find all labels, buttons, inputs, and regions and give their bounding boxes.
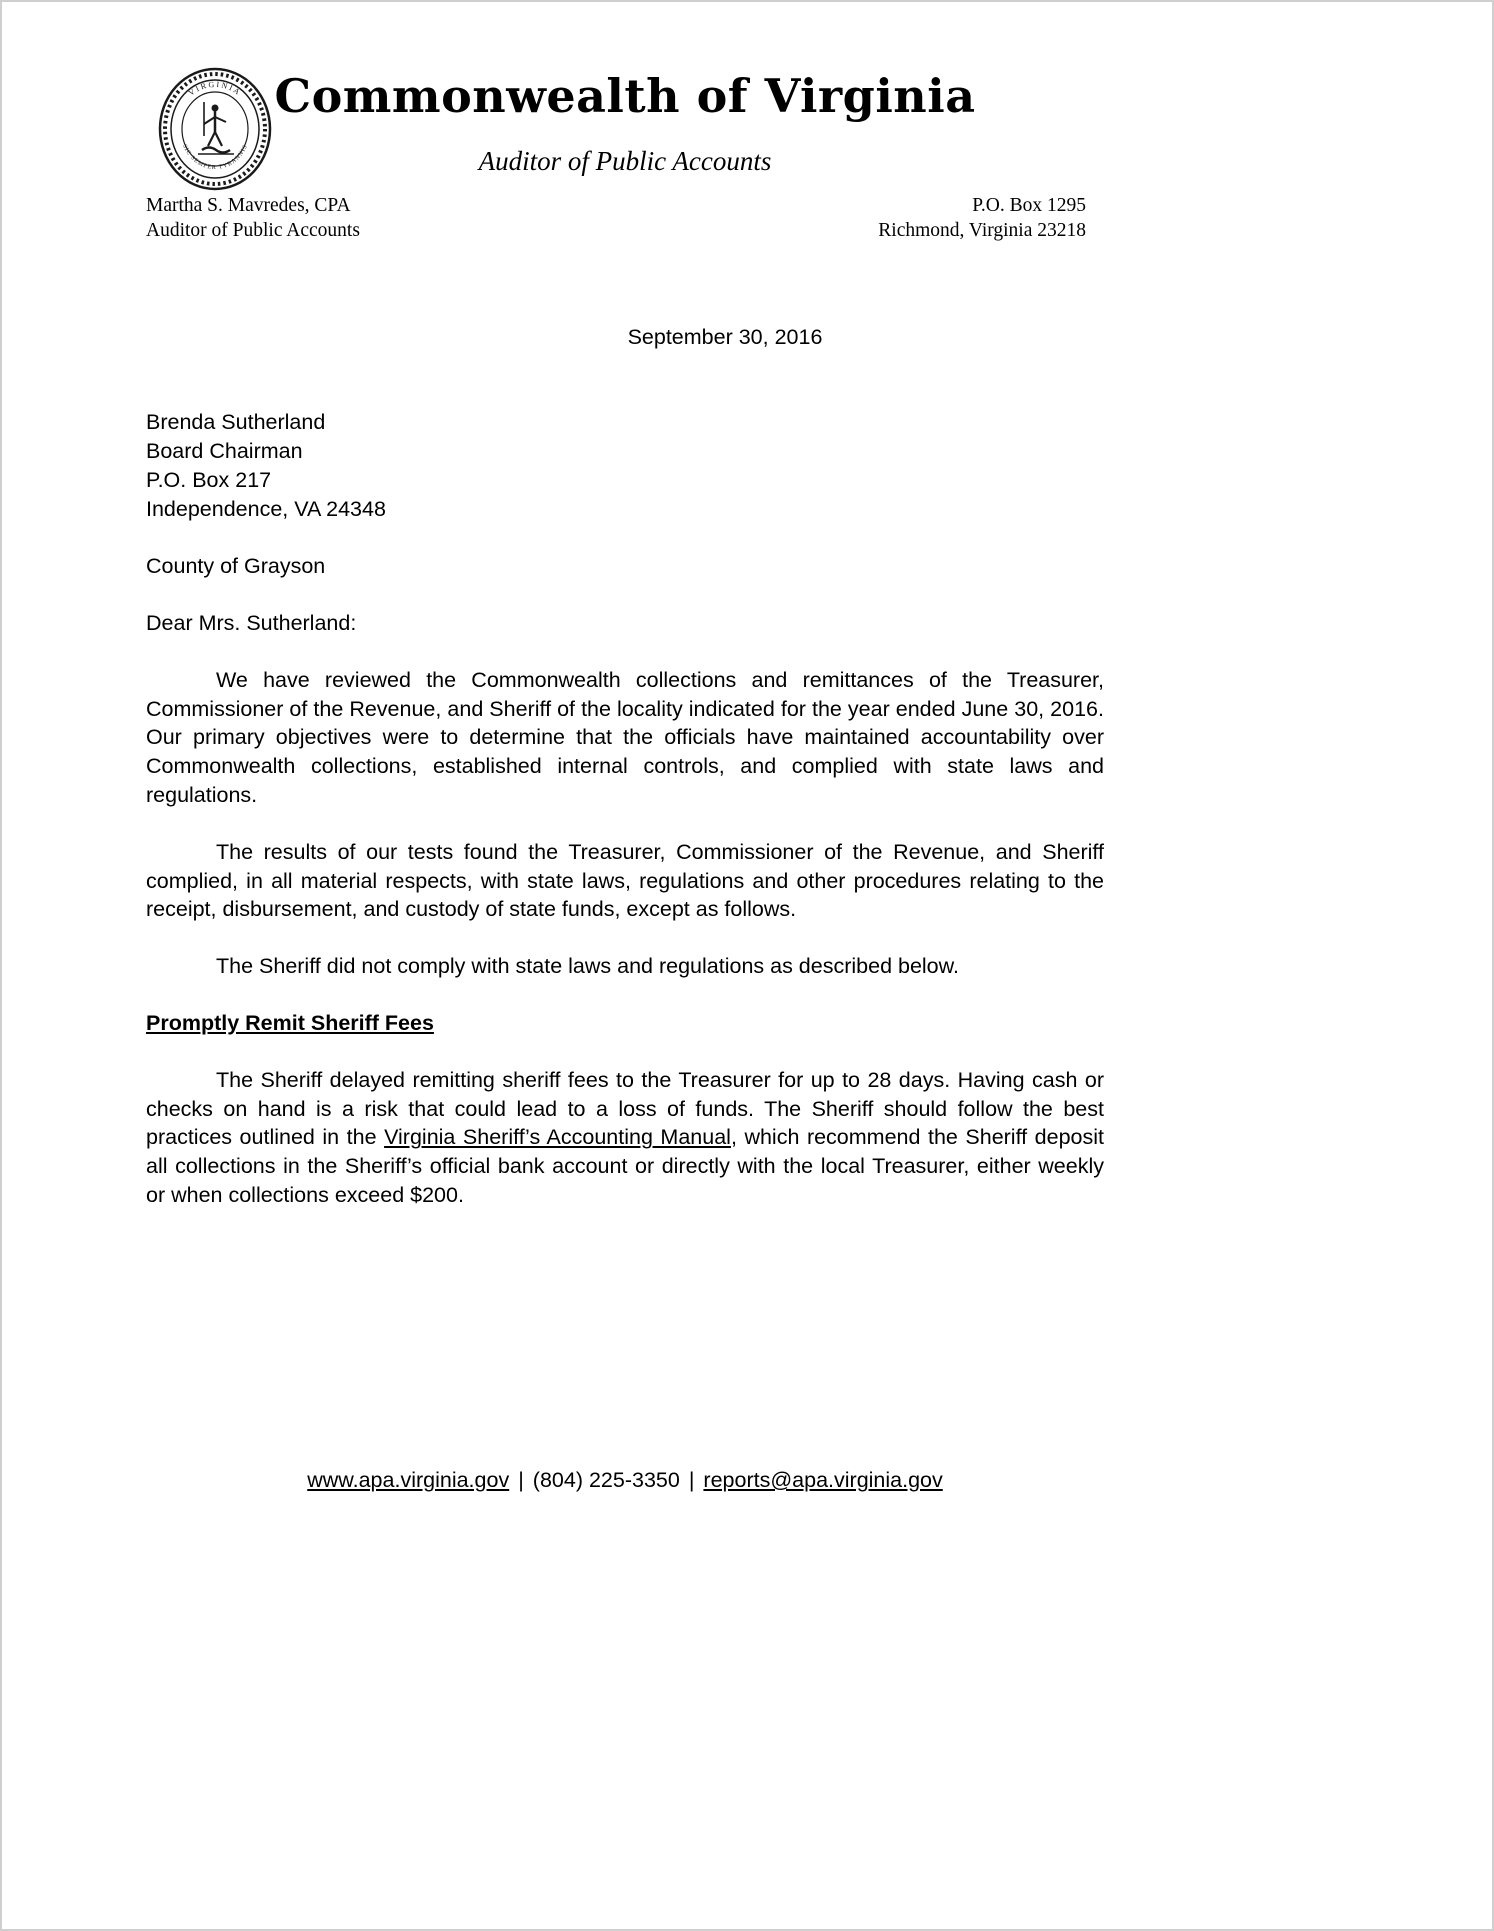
footer-separator: | [688, 1468, 695, 1492]
po-box: P.O. Box 1295 [972, 195, 1086, 217]
letterhead-title: Commonwealth of Virginia [274, 69, 976, 123]
website-link[interactable]: www.apa.virginia.gov [307, 1468, 510, 1492]
recipient-address [146, 408, 1104, 524]
office-address [878, 193, 1086, 243]
recipient-name: Brenda Sutherland [146, 410, 326, 435]
body-paragraph-1: We have reviewed the Commonwealth collections and remittances of the Treasurer, Commissioner of the Revenue, and Sheriff of the locality indicated for the year ended June 30, 2016. Our primary objectives were to determine that the officials have maintained accountability over Commonwealth collections, established internal controls, and complied with state laws and regulations. [146, 667, 1104, 808]
body-paragraph-4 [146, 1066, 1104, 1210]
letter-body [146, 408, 1104, 1210]
email-link[interactable]: reports@apa.virginia.gov [703, 1468, 943, 1492]
city-state-zip: Richmond, Virginia 23218 [878, 220, 1086, 242]
recipient-city-state-zip: Independence, VA 24348 [146, 497, 386, 522]
phone-number: (804) 225-3350 [532, 1468, 680, 1492]
body-paragraph-2: The results of our tests found the Treasurer, Commissioner of the Revenue, and Sheriff complied, in all material respects, with state laws, regulations and other procedures relating to the receipt, disbursement, and custody of state funds, except as follows. [146, 839, 1104, 922]
recipient-title: Board Chairman [146, 439, 303, 464]
svg-text:VIRGINIA: VIRGINIA [186, 79, 244, 98]
letterhead [0, 0, 1494, 243]
letter-footer [146, 1466, 1104, 1495]
salutation: Dear Mrs. Sutherland: [146, 611, 357, 636]
paragraph-text: The Sheriff delayed remitting sheriff fees to the Treasurer for up to 28 days. Having cash or checks on hand is a risk that could lead to a loss of funds. The Sheriff should follow the best practices outlined in the [146, 1067, 1104, 1150]
locality-name: County of Grayson [146, 554, 326, 579]
recipient-po-box: P.O. Box 217 [146, 468, 272, 493]
letterhead-subtitle: Auditor of Public Accounts [478, 146, 772, 177]
accounting-manual-link[interactable]: Virginia Sheriff’s Accounting Manual [384, 1125, 731, 1150]
virginia-state-seal-icon [156, 64, 274, 194]
paragraph-text: , which recommend the Sheriff deposit all collections in the Sheriff’s official bank account or directly with the local Treasurer, either weekly or when collections exceed $200. [146, 1125, 1104, 1208]
auditor-name: Martha S. Mavredes, CPA [146, 195, 351, 217]
body-paragraph-3: The Sheriff did not comply with state laws and regulations as described below. [216, 954, 959, 979]
auditor-title: Auditor of Public Accounts [146, 220, 360, 242]
letter-date: September 30, 2016 [627, 325, 823, 350]
svg-text:SIC SEMPER TYRANNIS: SIC SEMPER TYRANNIS [180, 143, 250, 172]
footer-separator: | [518, 1468, 524, 1492]
finding-heading: Promptly Remit Sheriff Fees [146, 1011, 434, 1036]
auditor-identity [146, 193, 360, 243]
